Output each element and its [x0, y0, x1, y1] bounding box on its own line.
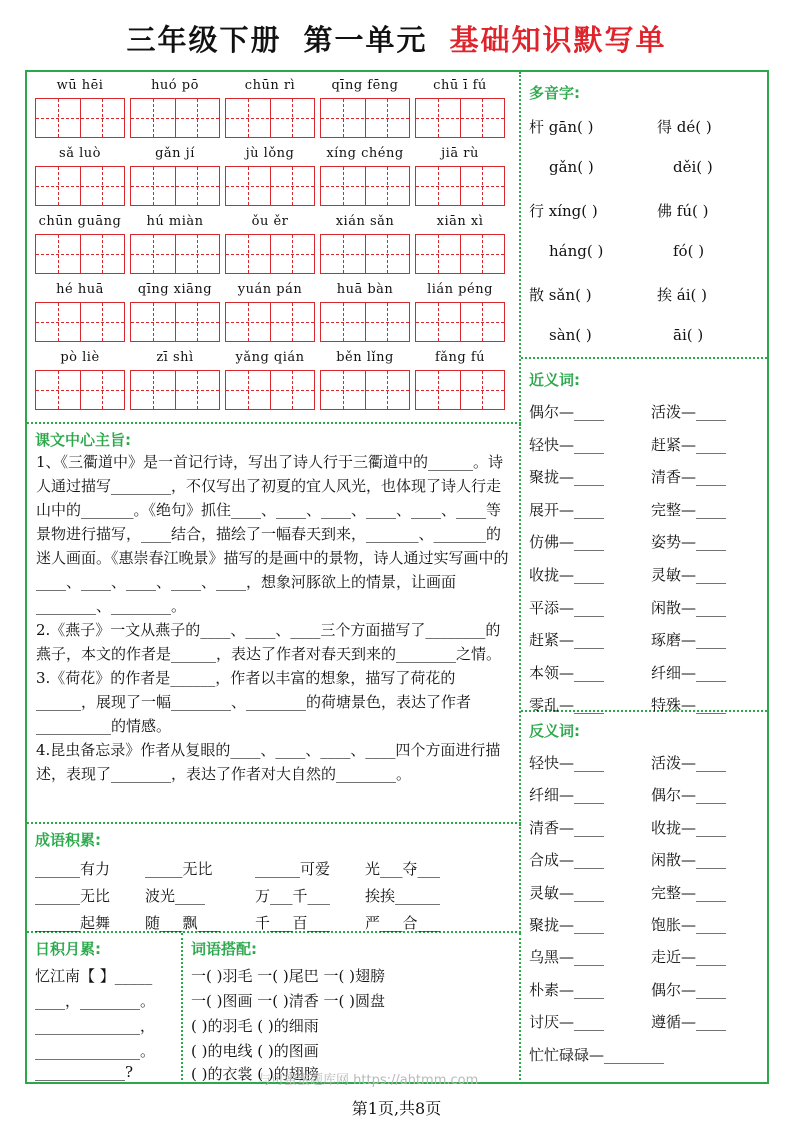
idiom-item[interactable]: 挨挨______ [365, 887, 441, 905]
synonym-item[interactable]: 姿势—____ [651, 533, 727, 552]
antonym-item[interactable]: 完整—____ [651, 883, 727, 902]
writing-grid[interactable] [130, 370, 220, 410]
title-grade: 三年级下册 [126, 23, 282, 57]
synonym-item[interactable]: 闲散—____ [651, 598, 727, 617]
polyphone-item[interactable]: háng( ) [549, 242, 604, 260]
collocation-line[interactable]: ( )的电线 ( )的图画 [191, 1042, 319, 1060]
writing-grid[interactable] [130, 166, 220, 206]
writing-grid[interactable] [35, 234, 125, 274]
title-unit: 第一单元 [303, 23, 428, 57]
writing-grid[interactable] [320, 234, 410, 274]
writing-grid[interactable] [35, 166, 125, 206]
antonym-item[interactable]: 轻快—____ [529, 754, 605, 772]
writing-grid[interactable] [130, 98, 220, 138]
pinyin-text: qīng xiāng [137, 282, 213, 297]
page-title [0, 18, 793, 59]
antonym-item[interactable]: 朴素—____ [529, 980, 605, 999]
poem-heading: 日积月累: [35, 940, 101, 958]
poem-line[interactable]: ____________? [35, 1063, 134, 1081]
idiom-item[interactable]: _____无比 [145, 860, 213, 878]
pinyin-text: fǎng fú [434, 350, 486, 365]
synonym-item[interactable]: 完整—____ [651, 500, 727, 519]
collocation-line[interactable]: ( )的衣裳 ( )的翅膀 [191, 1065, 319, 1083]
writing-grid[interactable] [320, 98, 410, 138]
pinyin-text: zī shì [156, 350, 194, 365]
polyphone-section [521, 72, 767, 359]
writing-grid[interactable] [225, 98, 315, 138]
watermark: 与可蜜蜜题库网 https://ahtmm.com [258, 1073, 479, 1088]
polyphone-item[interactable]: 挨 ái( ) [657, 286, 707, 304]
pinyin-text: xiān xì [436, 214, 484, 229]
synonyms-heading: 近义词: [529, 371, 580, 389]
pinyin-text: yuán pán [237, 282, 303, 297]
writing-grid[interactable] [130, 234, 220, 274]
polyphone-item[interactable]: 得 dé( ) [657, 118, 712, 136]
pinyin-text: chūn rì [244, 78, 296, 93]
idiom-item[interactable]: 万___千___ [255, 887, 331, 905]
pinyin-text: hé huā [56, 282, 104, 297]
antonym-item[interactable]: 合成—____ [529, 851, 605, 870]
main-idea-text [36, 450, 513, 786]
main-idea-paragraph-1[interactable]: 1、《三衢道中》是一首记行诗，写出了诗人行于三衢道中的______。诗人通过描写________，不仅写出了初夏的宜人风光，也体现了诗人行走山中的_______。《绝句》抓住____、____、____、____、____、____等景物进行描写，____结合，描绘了一幅春天到来，_______、_______的迷人画面。《惠崇春江晚景》描写的是画中的景物，诗人通过实写画中的____、____、____、____、____，想象河豚欲上的情景，让画面________、________。 [36, 453, 509, 615]
page-footer: 第1页,共8页 [351, 1099, 442, 1118]
idiom-item[interactable]: ______起舞 [35, 914, 111, 932]
idiom-item[interactable]: 随___飘___ [145, 914, 221, 932]
polyphone-heading: 多音字: [529, 84, 580, 102]
idiom-item[interactable]: 波光____ [145, 887, 206, 905]
pinyin-text: xián sǎn [335, 214, 395, 229]
writing-grid[interactable] [225, 302, 315, 342]
writing-grid[interactable] [225, 370, 315, 410]
synonym-item[interactable]: 展开—____ [529, 500, 605, 519]
idioms-heading: 成语积累: [35, 831, 101, 849]
collocation-section [183, 933, 521, 1084]
idiom-item[interactable]: 千___百___ [255, 914, 331, 932]
collocation-heading: 词语搭配: [191, 940, 257, 958]
writing-grid[interactable] [320, 302, 410, 342]
pinyin-text: hú miàn [146, 214, 204, 229]
main-idea-heading: 课文中心主旨: [35, 431, 131, 449]
synonym-item[interactable]: 清香—____ [651, 468, 727, 487]
polyphone-item[interactable]: 杆 gān( ) [529, 118, 594, 136]
poem-section [27, 933, 183, 1084]
poem-line[interactable]: ____，________。 [35, 992, 156, 1010]
synonyms-section [521, 359, 767, 715]
polyphone-item[interactable]: gǎn( ) [549, 158, 594, 176]
polyphone-item[interactable]: 散 sǎn( ) [529, 286, 592, 304]
synonym-item[interactable]: 活泼—____ [651, 403, 727, 421]
poem-line[interactable]: ______________。 [35, 1042, 156, 1060]
writing-grid[interactable] [130, 302, 220, 342]
polyphone-item[interactable]: 佛 fú( ) [657, 202, 709, 220]
pinyin-text: běn lǐng [336, 350, 394, 365]
pinyin-text: jiā rù [441, 146, 479, 161]
polyphone-item[interactable]: sàn( ) [549, 326, 592, 344]
main-idea-paragraph-4[interactable]: 4.昆虫备忘录》作者从复眼的____、____、____、____四个方面进行描述，表现了________，表达了作者对大自然的________。 [36, 741, 501, 783]
pinyin-text: chū ī fú [433, 78, 487, 93]
pinyin-text: jù lǒng [245, 146, 295, 161]
pinyin-text: xíng chéng [326, 146, 404, 161]
pinyin-text: lián péng [427, 282, 493, 297]
antonym-item[interactable]: 偶尔—____ [651, 980, 727, 999]
writing-grid[interactable] [225, 234, 315, 274]
pinyin-text: wū hēi [56, 78, 104, 93]
poem-line[interactable]: ______________， [35, 1017, 156, 1035]
antonym-item[interactable]: 闲散—____ [651, 851, 727, 870]
pinyin-text: yǎng qián [235, 350, 305, 365]
idiom-item[interactable]: ______可爱 [255, 860, 331, 878]
synonym-item[interactable]: 仿佛—____ [529, 533, 605, 552]
writing-grid[interactable] [35, 370, 125, 410]
writing-grid[interactable] [415, 234, 505, 274]
writing-grid[interactable] [415, 98, 505, 138]
writing-grid[interactable] [320, 370, 410, 410]
idiom-item[interactable]: 光___夺___ [365, 860, 441, 878]
antonym-item[interactable]: 收拢—____ [651, 818, 727, 837]
synonym-item[interactable]: 灵敏—____ [651, 566, 727, 584]
antonym-item[interactable]: 纤细—____ [529, 786, 605, 805]
synonym-item[interactable]: 琢磨—____ [651, 631, 727, 650]
idioms-section [27, 824, 521, 933]
antonym-item[interactable]: 清香—____ [529, 818, 605, 837]
antonym-item[interactable]: 偶尔—____ [651, 786, 727, 805]
synonym-item[interactable]: 轻快—____ [529, 435, 605, 454]
synonym-item[interactable]: 偶尔—____ [529, 403, 605, 421]
polyphone-item[interactable]: 行 xíng( ) [529, 202, 598, 220]
writing-grid[interactable] [415, 166, 505, 206]
antonym-item[interactable]: 饱胀—____ [651, 916, 727, 934]
antonyms-section [521, 712, 767, 1084]
synonym-item[interactable]: 平添—____ [529, 598, 605, 617]
writing-grid[interactable] [35, 302, 125, 342]
main-idea-section [27, 424, 521, 824]
antonym-item[interactable]: 讨厌—____ [529, 1013, 605, 1032]
main-idea-paragraph-3[interactable]: 3.《荷花》的作者是______，作者以丰富的想象，描写了荷花的______，展现了一幅________、________的荷塘景色，表达了作者__________的情感。 [36, 669, 472, 735]
antonyms-heading: 反义词: [529, 722, 580, 740]
synonym-item[interactable]: 收拢—____ [529, 566, 605, 584]
poem-line[interactable]: 忆江南【 】_____ [35, 967, 153, 985]
synonym-item[interactable]: 零乱—____ [529, 696, 605, 715]
pinyin-text: gǎn jí [155, 146, 195, 161]
polyphone-item[interactable]: āi( ) [673, 326, 704, 344]
pinyin-text: ǒu ěr [251, 214, 289, 229]
antonym-item[interactable]: 灵敏—____ [529, 883, 605, 902]
idiom-item[interactable]: ______有力 [35, 860, 111, 878]
idiom-item[interactable]: ______无比 [35, 887, 111, 905]
synonym-item[interactable]: 赶紧—____ [529, 631, 605, 650]
pinyin-text: sǎ luò [59, 146, 101, 161]
antonym-item[interactable]: 走近—____ [651, 948, 727, 967]
idiom-item[interactable]: 严___合___ [365, 914, 441, 932]
antonym-item[interactable]: 乌黑—____ [529, 948, 605, 967]
synonym-item[interactable]: 聚拢—____ [529, 468, 605, 487]
writing-grid[interactable] [415, 370, 505, 410]
pinyin-text: qīng fēng [331, 78, 399, 93]
pinyin-text: huó pō [151, 78, 199, 93]
collocation-line[interactable]: ( )的羽毛 ( )的细雨 [191, 1017, 319, 1035]
antonym-item-last[interactable]: 忙忙碌碌—________ [529, 1046, 665, 1064]
writing-grid[interactable] [320, 166, 410, 206]
pinyin-text: chūn guāng [38, 214, 122, 229]
pinyin-text: pò liè [60, 350, 100, 365]
pinyin-text: huā bàn [336, 282, 394, 297]
synonym-item[interactable]: 特殊—____ [651, 696, 727, 715]
collocation-line[interactable]: 一( )羽毛 一( )尾巴 一( )翅膀 [191, 967, 385, 985]
synonym-item[interactable]: 本领—____ [529, 663, 605, 682]
worksheet-frame [25, 70, 769, 1084]
antonym-item[interactable]: 聚拢—____ [529, 916, 605, 934]
polyphone-item[interactable]: děi( ) [673, 158, 713, 176]
writing-grid[interactable] [415, 302, 505, 342]
main-idea-paragraph-2[interactable]: 2.《燕子》一文从燕子的____、____、____三个方面描写了________的燕子，本文的作者是______，表达了作者对春天到来的________之情。 [36, 621, 502, 663]
antonym-item[interactable]: 活泼—____ [651, 754, 727, 772]
pinyin-section [27, 72, 521, 424]
synonym-item[interactable]: 赶紧—____ [651, 435, 727, 454]
title-topic: 基础知识默写单 [449, 23, 667, 57]
writing-grid[interactable] [225, 166, 315, 206]
collocation-line[interactable]: 一( )图画 一( )清香 一( )圆盘 [191, 992, 385, 1010]
polyphone-item[interactable]: fó( ) [673, 242, 705, 260]
antonym-item[interactable]: 遵循—____ [651, 1013, 727, 1032]
synonym-item[interactable]: 纤细—____ [651, 663, 727, 682]
writing-grid[interactable] [35, 98, 125, 138]
